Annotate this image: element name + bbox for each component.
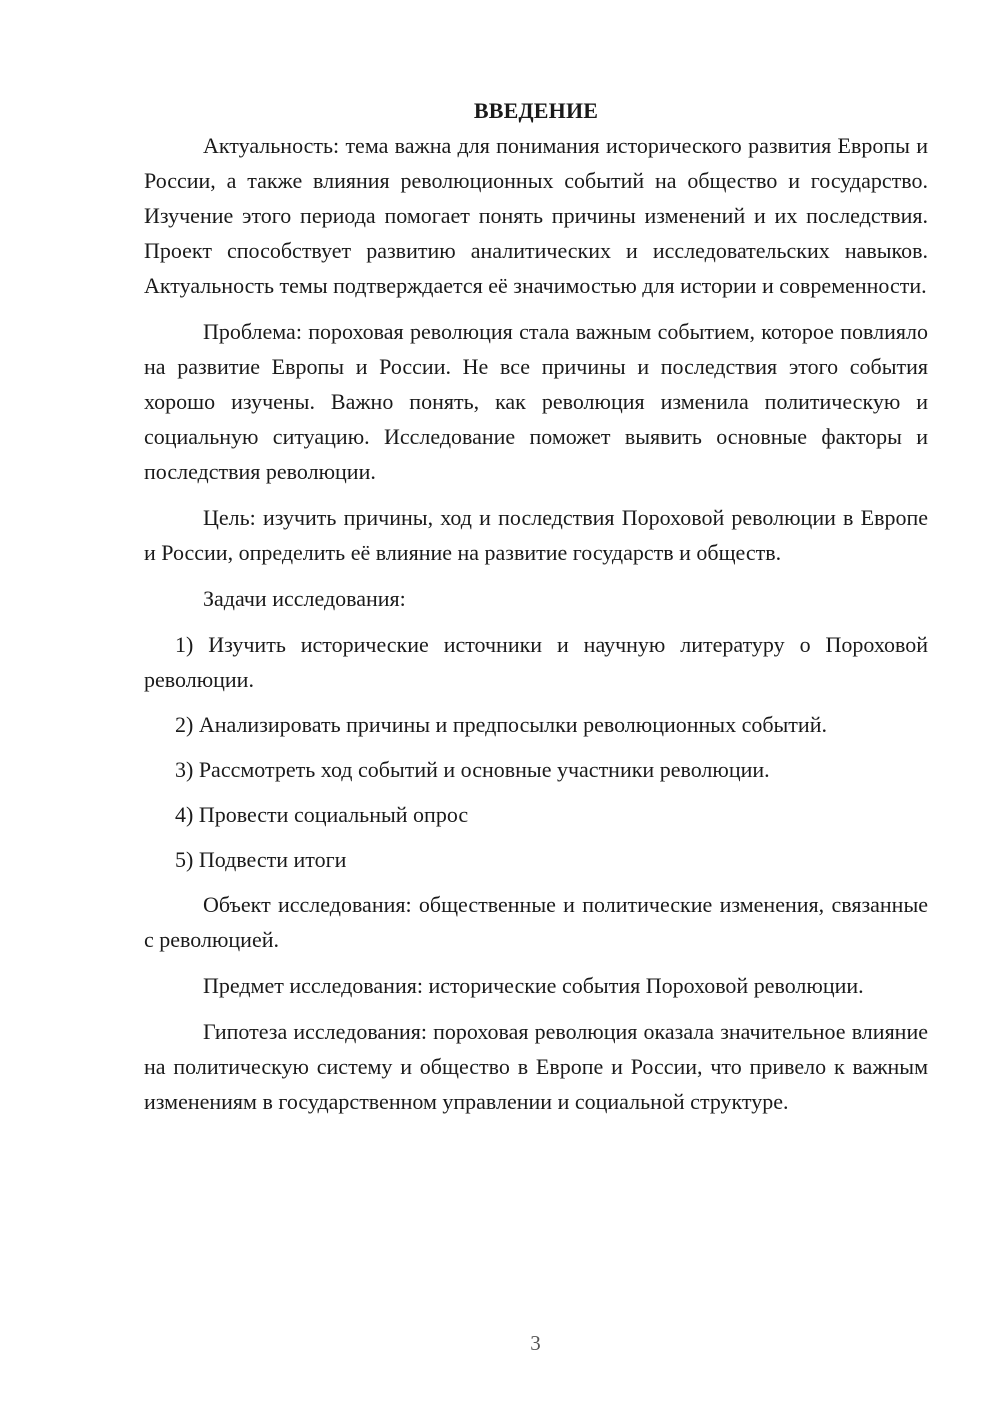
list-item: 3) Рассмотреть ход событий и основные участники революции. — [175, 757, 770, 782]
object-paragraph: Объект исследования: общественные и политические изменения, связанные с революцией. — [144, 892, 928, 952]
tasks-title: Задачи исследования: — [203, 586, 406, 611]
page-title: ВВЕДЕНИЕ — [473, 98, 599, 123]
subject-paragraph: Предмет исследования: исторические события Пороховой революции. — [203, 973, 864, 998]
list-item: 4) Провести социальный опрос — [175, 802, 469, 827]
tasks-list — [144, 627, 928, 877]
problem-paragraph: Проблема: пороховая революция стала важным событием, которое повлияло на развитие Европы и России. Не все причины и последствия этого события хорошо изучены. Важно понять, как революция изменила политическую и социальную ситуацию. Исследование поможет выявить основные факторы и последствия революции. — [144, 319, 928, 484]
goal-paragraph: Цель: изучить причины, ход и последствия Пороховой революции в Европе и России, определить её влияние на развитие государств и обществ. — [144, 505, 928, 565]
relevance-paragraph: Актуальность: тема важна для понимания исторического развития Европы и России, а также влияния революционных событий на общество и государство. Изучение этого периода помогает понять причины изменений и их последствия. Проект способствует развитию аналитических и исследовательских навыков. Актуальность темы подтверждается её значимостью для истории и современности. — [144, 133, 928, 298]
list-item: 5) Подвести итоги — [175, 847, 347, 872]
list-item: 2) Анализировать причины и предпосылки революционных событий. — [175, 712, 827, 737]
list-item: 1) Изучить исторические источники и научную литературу о Пороховой революции. — [144, 632, 928, 692]
page-number: 3 — [530, 1331, 541, 1355]
document-page — [144, 94, 928, 1119]
hypothesis-paragraph: Гипотеза исследования: пороховая революция оказала значительное влияние на политическую систему и общество в Европе и России, что привело к важным изменениям в государственном управлении и социальной структуре. — [144, 1019, 928, 1114]
